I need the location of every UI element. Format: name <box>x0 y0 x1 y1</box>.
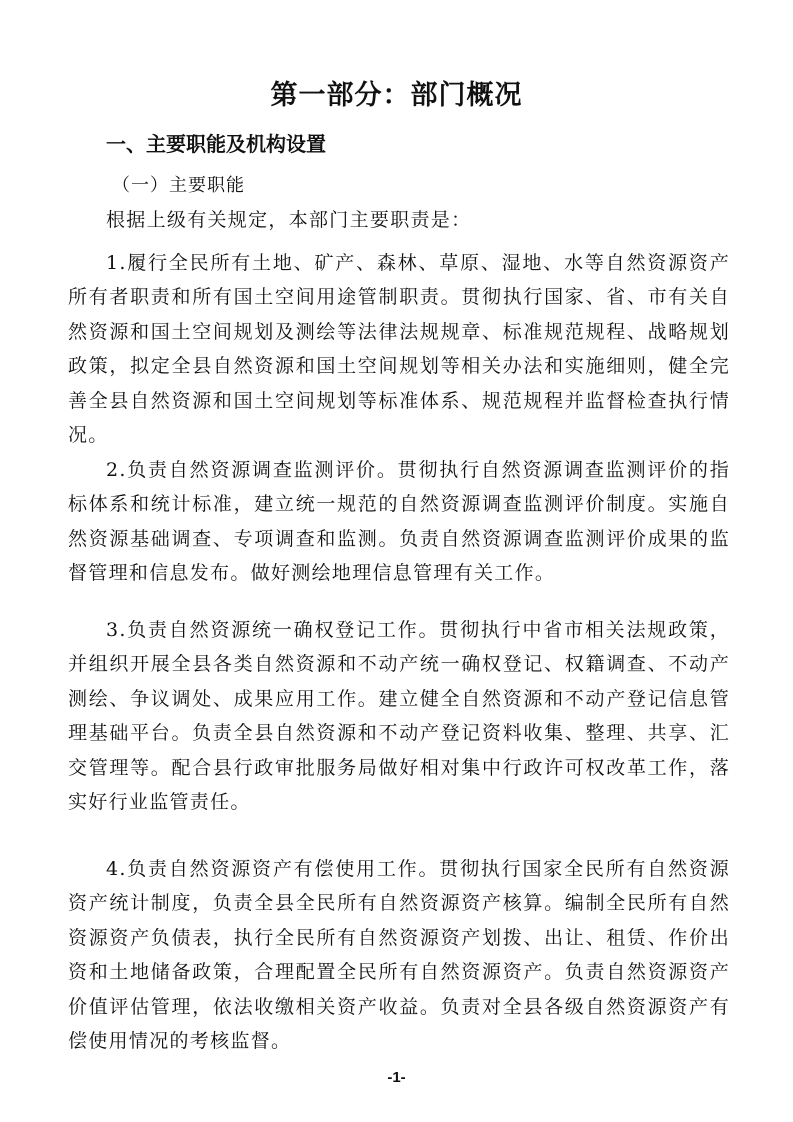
page-number: -1- <box>387 1069 406 1086</box>
section-heading: 一、主要职能及机构设置 <box>106 132 326 156</box>
duty-paragraph-3: 3.负责自然资源统一确权登记工作。贯彻执行中省市相关法规政策，并组织开展全县各类自然资源和不动产统一确权登记、权籍调查、不动产测绘、争议调处、成果应用工作。建立健全自然资源和不动产登记信息管理基础平台。负责全县自然资源和不动产登记资料收集、整理、共享、汇交管理等。配合县行政审批服务局做好相对集中行政许可权改革工作，落实好行业监管责任。 <box>68 619 730 814</box>
page-title: 第一部分：部门概况 <box>270 80 523 111</box>
duty-paragraph-2: 2.负责自然资源调查监测评价。贯彻执行自然资源调查监测评价的指标体系和统计标准，建立统一规范的自然资源调查监测评价制度。实施自然资源基础调查、专项调查和监测。负责自然资源调查监测评价成果的监督管理和信息发布。做好测绘地理信息管理有关工作。 <box>68 459 730 585</box>
intro-paragraph: 根据上级有关规定，本部门主要职责是： <box>106 209 472 231</box>
duty-paragraph-1: 1.履行全民所有土地、矿产、森林、草原、湿地、水等自然资源资产所有者职责和所有国土空间用途管制职责。贯彻执行国家、省、市有关自然资源和国土空间规划及测绘等法律法规规章、标准规范规程、战略规划政策，拟定全县自然资源和国土空间规划等相关办法和实施细则，健全完善全县自然资源和国土空间规划等标准体系、规范规程并监督检查执行情况。 <box>68 252 730 447</box>
section-subheading: （一）主要职能 <box>112 175 245 196</box>
duty-paragraph-4: 4.负责自然资源资产有偿使用工作。贯彻执行国家全民所有自然资源资产统计制度，负责全县全民所有自然资源资产核算。编制全民所有自然资源资产负债表，执行全民所有自然资源资产划拨、出让、租赁、作价出资和土地储备政策，合理配置全民所有自然资源资产。负责自然资源资产价值评估管理，依法收缴相关资产收益。负责对全县各级自然资源资产有偿使用情况的考核监督。 <box>68 858 730 1053</box>
